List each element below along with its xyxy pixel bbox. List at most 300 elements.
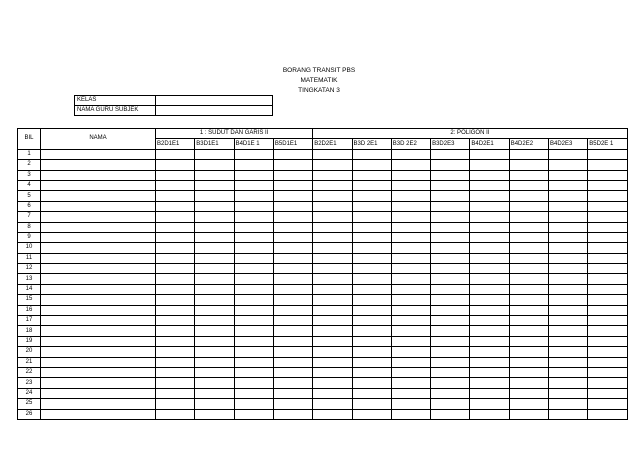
score-cell[interactable] (352, 326, 391, 336)
score-cell[interactable] (234, 409, 273, 419)
score-cell[interactable] (313, 399, 352, 409)
score-cell[interactable] (195, 201, 234, 211)
score-cell[interactable] (313, 274, 352, 284)
score-cell[interactable] (352, 347, 391, 357)
kelas-field[interactable] (156, 96, 273, 106)
score-cell[interactable] (470, 232, 509, 242)
score-cell[interactable] (156, 170, 195, 180)
score-cell[interactable] (195, 253, 234, 263)
score-cell[interactable] (273, 274, 312, 284)
score-cell[interactable] (509, 191, 548, 201)
score-cell[interactable] (313, 336, 352, 346)
score-cell[interactable] (313, 388, 352, 398)
score-cell[interactable] (391, 295, 430, 305)
score-cell[interactable] (234, 357, 273, 367)
score-cell[interactable] (588, 243, 627, 253)
score-cell[interactable] (195, 399, 234, 409)
score-cell[interactable] (470, 264, 509, 274)
student-name-cell[interactable] (41, 243, 156, 253)
score-cell[interactable] (548, 367, 587, 377)
score-cell[interactable] (313, 212, 352, 222)
score-cell[interactable] (313, 347, 352, 357)
score-cell[interactable] (195, 295, 234, 305)
score-cell[interactable] (431, 326, 470, 336)
score-cell[interactable] (273, 388, 312, 398)
student-name-cell[interactable] (41, 232, 156, 242)
score-cell[interactable] (313, 295, 352, 305)
score-cell[interactable] (548, 378, 587, 388)
score-cell[interactable] (156, 388, 195, 398)
score-cell[interactable] (234, 170, 273, 180)
score-cell[interactable] (431, 264, 470, 274)
score-cell[interactable] (352, 201, 391, 211)
score-cell[interactable] (588, 305, 627, 315)
score-cell[interactable] (352, 399, 391, 409)
score-cell[interactable] (313, 326, 352, 336)
score-cell[interactable] (352, 316, 391, 326)
score-cell[interactable] (470, 388, 509, 398)
score-cell[interactable] (313, 243, 352, 253)
student-name-cell[interactable] (41, 170, 156, 180)
score-cell[interactable] (431, 201, 470, 211)
score-cell[interactable] (588, 232, 627, 242)
score-cell[interactable] (391, 409, 430, 419)
score-cell[interactable] (352, 222, 391, 232)
score-cell[interactable] (548, 399, 587, 409)
score-cell[interactable] (509, 399, 548, 409)
score-cell[interactable] (195, 326, 234, 336)
score-cell[interactable] (195, 243, 234, 253)
score-cell[interactable] (273, 243, 312, 253)
score-cell[interactable] (548, 409, 587, 419)
score-cell[interactable] (195, 336, 234, 346)
score-cell[interactable] (548, 212, 587, 222)
score-cell[interactable] (548, 284, 587, 294)
score-cell[interactable] (313, 305, 352, 315)
score-cell[interactable] (352, 388, 391, 398)
score-cell[interactable] (352, 305, 391, 315)
score-cell[interactable] (509, 201, 548, 211)
score-cell[interactable] (470, 253, 509, 263)
score-cell[interactable] (156, 274, 195, 284)
score-cell[interactable] (313, 253, 352, 263)
score-cell[interactable] (431, 367, 470, 377)
score-cell[interactable] (313, 222, 352, 232)
score-cell[interactable] (195, 274, 234, 284)
student-name-cell[interactable] (41, 274, 156, 284)
score-cell[interactable] (470, 316, 509, 326)
score-cell[interactable] (509, 347, 548, 357)
score-cell[interactable] (548, 295, 587, 305)
score-cell[interactable] (195, 264, 234, 274)
score-cell[interactable] (234, 191, 273, 201)
score-cell[interactable] (313, 284, 352, 294)
score-cell[interactable] (470, 160, 509, 170)
score-cell[interactable] (273, 212, 312, 222)
score-cell[interactable] (431, 357, 470, 367)
score-cell[interactable] (195, 149, 234, 159)
score-cell[interactable] (548, 357, 587, 367)
score-cell[interactable] (588, 222, 627, 232)
score-cell[interactable] (548, 336, 587, 346)
score-cell[interactable] (588, 378, 627, 388)
score-cell[interactable] (234, 326, 273, 336)
score-cell[interactable] (548, 222, 587, 232)
score-cell[interactable] (234, 367, 273, 377)
score-cell[interactable] (156, 367, 195, 377)
score-cell[interactable] (588, 170, 627, 180)
score-cell[interactable] (313, 180, 352, 190)
score-cell[interactable] (273, 326, 312, 336)
score-cell[interactable] (431, 232, 470, 242)
score-cell[interactable] (156, 222, 195, 232)
score-cell[interactable] (156, 264, 195, 274)
student-name-cell[interactable] (41, 316, 156, 326)
score-cell[interactable] (548, 170, 587, 180)
score-cell[interactable] (391, 305, 430, 315)
score-cell[interactable] (391, 367, 430, 377)
score-cell[interactable] (156, 201, 195, 211)
score-cell[interactable] (431, 378, 470, 388)
score-cell[interactable] (588, 201, 627, 211)
score-cell[interactable] (470, 201, 509, 211)
score-cell[interactable] (470, 336, 509, 346)
score-cell[interactable] (313, 149, 352, 159)
score-cell[interactable] (588, 149, 627, 159)
score-cell[interactable] (391, 160, 430, 170)
score-cell[interactable] (470, 180, 509, 190)
score-cell[interactable] (156, 326, 195, 336)
score-cell[interactable] (195, 212, 234, 222)
score-cell[interactable] (509, 170, 548, 180)
score-cell[interactable] (313, 264, 352, 274)
score-cell[interactable] (156, 149, 195, 159)
score-cell[interactable] (588, 284, 627, 294)
score-cell[interactable] (588, 295, 627, 305)
score-cell[interactable] (273, 336, 312, 346)
score-cell[interactable] (234, 347, 273, 357)
score-cell[interactable] (470, 409, 509, 419)
score-cell[interactable] (431, 347, 470, 357)
score-cell[interactable] (313, 191, 352, 201)
score-cell[interactable] (234, 316, 273, 326)
score-cell[interactable] (509, 378, 548, 388)
score-cell[interactable] (548, 264, 587, 274)
score-cell[interactable] (156, 191, 195, 201)
score-cell[interactable] (431, 409, 470, 419)
student-name-cell[interactable] (41, 253, 156, 263)
score-cell[interactable] (273, 378, 312, 388)
score-cell[interactable] (391, 149, 430, 159)
score-cell[interactable] (234, 388, 273, 398)
score-cell[interactable] (313, 160, 352, 170)
score-cell[interactable] (195, 180, 234, 190)
score-cell[interactable] (509, 253, 548, 263)
score-cell[interactable] (548, 243, 587, 253)
score-cell[interactable] (234, 399, 273, 409)
score-cell[interactable] (234, 305, 273, 315)
score-cell[interactable] (273, 160, 312, 170)
student-name-cell[interactable] (41, 284, 156, 294)
score-cell[interactable] (391, 212, 430, 222)
score-cell[interactable] (588, 160, 627, 170)
score-cell[interactable] (273, 284, 312, 294)
score-cell[interactable] (470, 149, 509, 159)
score-cell[interactable] (391, 232, 430, 242)
score-cell[interactable] (509, 388, 548, 398)
score-cell[interactable] (156, 160, 195, 170)
score-cell[interactable] (470, 170, 509, 180)
score-cell[interactable] (391, 191, 430, 201)
score-cell[interactable] (588, 212, 627, 222)
score-cell[interactable] (156, 232, 195, 242)
score-cell[interactable] (234, 253, 273, 263)
score-cell[interactable] (273, 357, 312, 367)
score-cell[interactable] (273, 295, 312, 305)
student-name-cell[interactable] (41, 399, 156, 409)
score-cell[interactable] (431, 170, 470, 180)
score-cell[interactable] (588, 253, 627, 263)
student-name-cell[interactable] (41, 191, 156, 201)
score-cell[interactable] (313, 232, 352, 242)
score-cell[interactable] (273, 149, 312, 159)
score-cell[interactable] (470, 326, 509, 336)
score-cell[interactable] (548, 180, 587, 190)
score-cell[interactable] (588, 316, 627, 326)
score-cell[interactable] (313, 316, 352, 326)
score-cell[interactable] (156, 378, 195, 388)
score-cell[interactable] (509, 243, 548, 253)
score-cell[interactable] (391, 274, 430, 284)
score-cell[interactable] (156, 253, 195, 263)
guru-field[interactable] (156, 106, 273, 116)
student-name-cell[interactable] (41, 357, 156, 367)
student-name-cell[interactable] (41, 264, 156, 274)
score-cell[interactable] (234, 212, 273, 222)
student-name-cell[interactable] (41, 336, 156, 346)
score-cell[interactable] (352, 409, 391, 419)
score-cell[interactable] (391, 347, 430, 357)
score-cell[interactable] (431, 388, 470, 398)
score-cell[interactable] (156, 336, 195, 346)
score-cell[interactable] (391, 378, 430, 388)
score-cell[interactable] (352, 243, 391, 253)
score-cell[interactable] (548, 191, 587, 201)
score-cell[interactable] (588, 388, 627, 398)
score-cell[interactable] (509, 264, 548, 274)
score-cell[interactable] (234, 274, 273, 284)
score-cell[interactable] (273, 170, 312, 180)
score-cell[interactable] (391, 180, 430, 190)
score-cell[interactable] (470, 295, 509, 305)
score-cell[interactable] (509, 212, 548, 222)
score-cell[interactable] (195, 357, 234, 367)
score-cell[interactable] (509, 222, 548, 232)
score-cell[interactable] (195, 170, 234, 180)
score-cell[interactable] (431, 316, 470, 326)
score-cell[interactable] (195, 191, 234, 201)
score-cell[interactable] (273, 367, 312, 377)
score-cell[interactable] (391, 399, 430, 409)
score-cell[interactable] (548, 201, 587, 211)
score-cell[interactable] (352, 253, 391, 263)
score-cell[interactable] (391, 326, 430, 336)
score-cell[interactable] (470, 367, 509, 377)
score-cell[interactable] (509, 409, 548, 419)
score-cell[interactable] (470, 284, 509, 294)
score-cell[interactable] (195, 305, 234, 315)
score-cell[interactable] (195, 232, 234, 242)
score-cell[interactable] (234, 264, 273, 274)
score-cell[interactable] (273, 201, 312, 211)
score-cell[interactable] (431, 295, 470, 305)
score-cell[interactable] (588, 180, 627, 190)
score-cell[interactable] (391, 336, 430, 346)
score-cell[interactable] (273, 347, 312, 357)
score-cell[interactable] (391, 170, 430, 180)
student-name-cell[interactable] (41, 295, 156, 305)
score-cell[interactable] (234, 378, 273, 388)
score-cell[interactable] (234, 222, 273, 232)
score-cell[interactable] (588, 399, 627, 409)
student-name-cell[interactable] (41, 212, 156, 222)
student-name-cell[interactable] (41, 180, 156, 190)
score-cell[interactable] (234, 149, 273, 159)
score-cell[interactable] (431, 180, 470, 190)
score-cell[interactable] (588, 347, 627, 357)
score-cell[interactable] (273, 305, 312, 315)
score-cell[interactable] (548, 253, 587, 263)
score-cell[interactable] (391, 388, 430, 398)
score-cell[interactable] (352, 357, 391, 367)
score-cell[interactable] (156, 409, 195, 419)
score-cell[interactable] (470, 357, 509, 367)
score-cell[interactable] (509, 232, 548, 242)
score-cell[interactable] (234, 336, 273, 346)
score-cell[interactable] (470, 191, 509, 201)
score-cell[interactable] (391, 222, 430, 232)
score-cell[interactable] (234, 201, 273, 211)
student-name-cell[interactable] (41, 367, 156, 377)
score-cell[interactable] (273, 232, 312, 242)
score-cell[interactable] (391, 316, 430, 326)
score-cell[interactable] (470, 243, 509, 253)
score-cell[interactable] (352, 295, 391, 305)
score-cell[interactable] (470, 305, 509, 315)
score-cell[interactable] (273, 409, 312, 419)
score-cell[interactable] (352, 170, 391, 180)
student-name-cell[interactable] (41, 201, 156, 211)
score-cell[interactable] (548, 149, 587, 159)
score-cell[interactable] (313, 170, 352, 180)
score-cell[interactable] (548, 305, 587, 315)
score-cell[interactable] (313, 378, 352, 388)
score-cell[interactable] (195, 347, 234, 357)
student-name-cell[interactable] (41, 378, 156, 388)
score-cell[interactable] (431, 253, 470, 263)
score-cell[interactable] (509, 357, 548, 367)
score-cell[interactable] (470, 274, 509, 284)
score-cell[interactable] (391, 243, 430, 253)
score-cell[interactable] (391, 357, 430, 367)
score-cell[interactable] (470, 212, 509, 222)
score-cell[interactable] (352, 191, 391, 201)
score-cell[interactable] (156, 180, 195, 190)
score-cell[interactable] (548, 316, 587, 326)
score-cell[interactable] (588, 357, 627, 367)
student-name-cell[interactable] (41, 388, 156, 398)
score-cell[interactable] (548, 388, 587, 398)
score-cell[interactable] (273, 316, 312, 326)
score-cell[interactable] (470, 347, 509, 357)
score-cell[interactable] (273, 180, 312, 190)
score-cell[interactable] (195, 409, 234, 419)
score-cell[interactable] (548, 347, 587, 357)
score-cell[interactable] (313, 201, 352, 211)
score-cell[interactable] (391, 253, 430, 263)
score-cell[interactable] (470, 222, 509, 232)
score-cell[interactable] (234, 160, 273, 170)
score-cell[interactable] (509, 284, 548, 294)
score-cell[interactable] (195, 222, 234, 232)
score-cell[interactable] (509, 367, 548, 377)
score-cell[interactable] (391, 264, 430, 274)
score-cell[interactable] (156, 305, 195, 315)
score-cell[interactable] (156, 347, 195, 357)
score-cell[interactable] (195, 160, 234, 170)
score-cell[interactable] (352, 378, 391, 388)
score-cell[interactable] (156, 295, 195, 305)
score-cell[interactable] (509, 326, 548, 336)
score-cell[interactable] (431, 305, 470, 315)
score-cell[interactable] (431, 191, 470, 201)
score-cell[interactable] (509, 160, 548, 170)
score-cell[interactable] (156, 284, 195, 294)
score-cell[interactable] (313, 357, 352, 367)
score-cell[interactable] (352, 180, 391, 190)
score-cell[interactable] (156, 212, 195, 222)
student-name-cell[interactable] (41, 326, 156, 336)
score-cell[interactable] (352, 149, 391, 159)
score-cell[interactable] (195, 378, 234, 388)
score-cell[interactable] (352, 336, 391, 346)
score-cell[interactable] (509, 149, 548, 159)
score-cell[interactable] (431, 160, 470, 170)
score-cell[interactable] (588, 264, 627, 274)
student-name-cell[interactable] (41, 222, 156, 232)
score-cell[interactable] (352, 284, 391, 294)
score-cell[interactable] (588, 274, 627, 284)
score-cell[interactable] (195, 388, 234, 398)
score-cell[interactable] (548, 160, 587, 170)
score-cell[interactable] (273, 399, 312, 409)
score-cell[interactable] (352, 264, 391, 274)
score-cell[interactable] (234, 295, 273, 305)
score-cell[interactable] (352, 367, 391, 377)
score-cell[interactable] (431, 399, 470, 409)
score-cell[interactable] (195, 284, 234, 294)
student-name-cell[interactable] (41, 149, 156, 159)
score-cell[interactable] (431, 222, 470, 232)
score-cell[interactable] (313, 367, 352, 377)
student-name-cell[interactable] (41, 347, 156, 357)
score-cell[interactable] (273, 264, 312, 274)
score-cell[interactable] (588, 326, 627, 336)
score-cell[interactable] (548, 274, 587, 284)
score-cell[interactable] (352, 160, 391, 170)
score-cell[interactable] (156, 243, 195, 253)
score-cell[interactable] (509, 316, 548, 326)
